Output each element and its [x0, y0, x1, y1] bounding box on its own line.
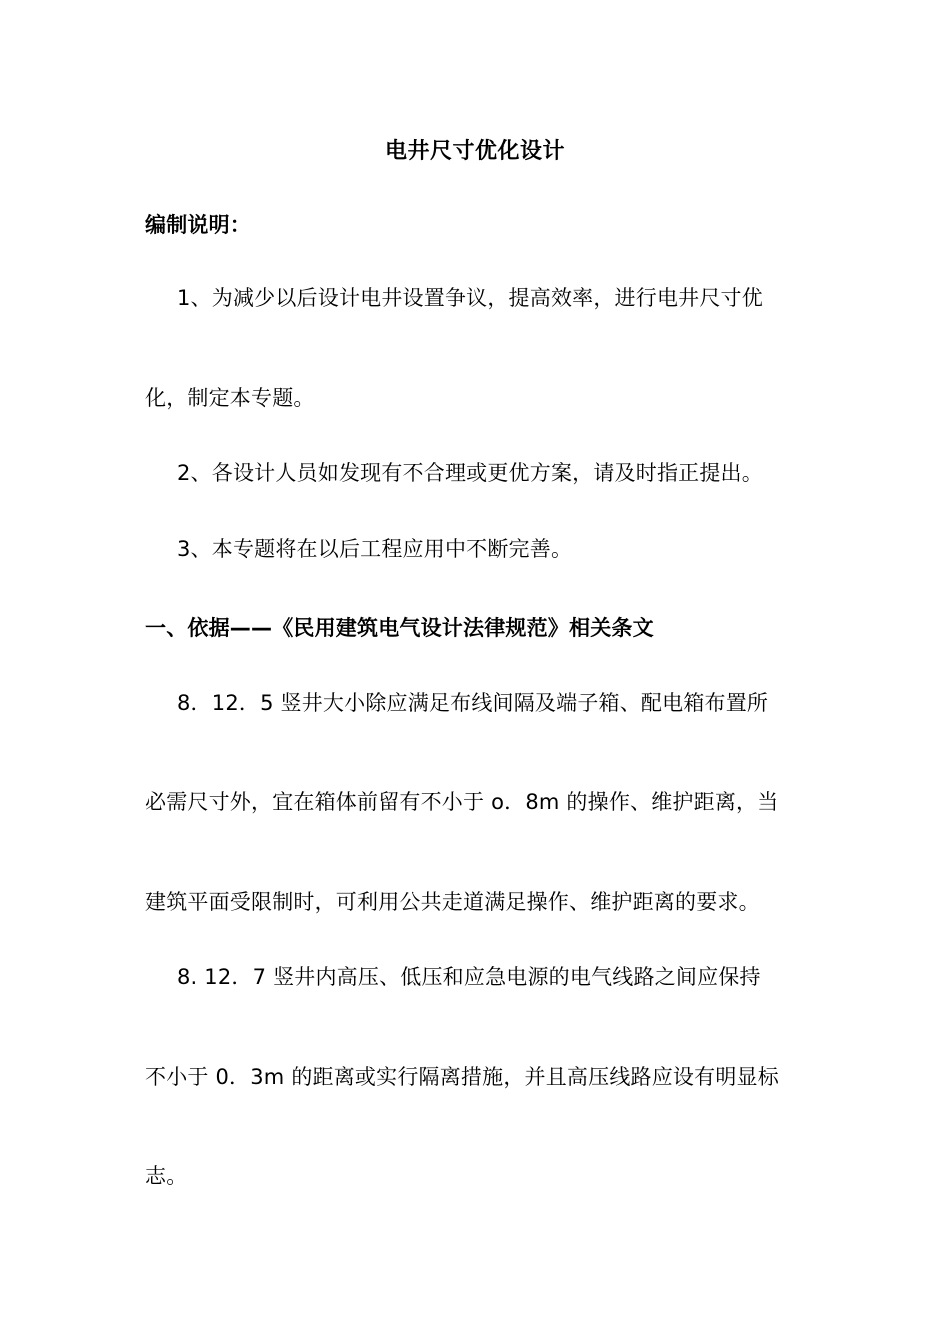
clause-line: 志。 [145, 1164, 188, 1188]
note-line: 化，制定本专题。 [145, 386, 315, 410]
clause-line: 8．12．5 竖井大小除应满足布线间隔及端子箱、配电箱布置所 [177, 691, 769, 715]
note-line: 3、本专题将在以后工程应用中不断完善。 [177, 537, 573, 561]
section-heading-prep: 编制说明： [145, 213, 251, 237]
clause-line: 必需尺寸外，宜在箱体前留有不小于 o．8m 的操作、维护距离，当 [145, 790, 779, 814]
clause-line: 建筑平面受限制时，可利用公共走道满足操作、维护距离的要求。 [145, 890, 760, 914]
clause-line: 8. 12．7 竖井内高压、低压和应急电源的电气线路之间应保持 [177, 965, 761, 989]
clause-line: 不小于 0．3m 的距离或实行隔离措施，并且高压线路应设有明显标 [145, 1065, 779, 1089]
note-line: 1、为减少以后设计电井设置争议，提高效率，进行电井尺寸优 [177, 286, 763, 310]
section-heading-basis: 一、依据——《民用建筑电气设计法律规范》相关条文 [145, 616, 654, 640]
note-line: 2、各设计人员如发现有不合理或更优方案，请及时指正提出。 [177, 461, 763, 485]
document-title: 电井尺寸优化设计 [384, 139, 565, 164]
